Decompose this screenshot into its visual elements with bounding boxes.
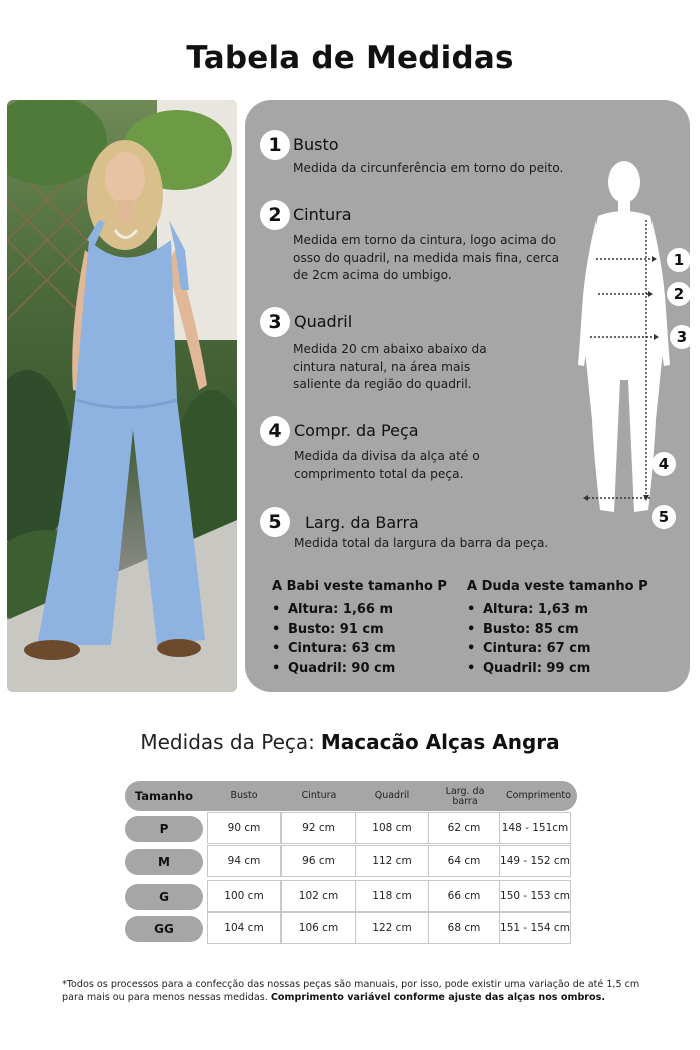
size-pill: G (125, 884, 203, 910)
measurement-number-badge: 4 (260, 416, 290, 446)
figure-marker-badge: 5 (652, 505, 676, 529)
measurement-description: Medida da circunferência em torno do peito. (293, 161, 564, 175)
header-larg-barra: Larg. da barra (445, 785, 485, 807)
header-cintura: Cintura (301, 790, 337, 801)
model-stat: • Altura: 1,63 m (467, 600, 648, 620)
measurement-title: Larg. da Barra (305, 513, 419, 532)
measurement-description: Medida 20 cm abaixo abaixo da cintura natural, na área mais saliente da região do quadril. (293, 342, 487, 391)
model-heading: A Duda veste tamanho P (467, 579, 648, 594)
measurement-title: Quadril (294, 312, 353, 331)
size-table (125, 781, 577, 936)
measurement-number-badge: 2 (260, 200, 290, 230)
table-cell: 96 cm (281, 845, 356, 877)
model-info-duda (467, 579, 648, 678)
table-cell: 151 - 154 cm (499, 912, 571, 944)
header-busto: Busto (230, 790, 258, 801)
measurement-description: Medida total da largura da barra da peça. (294, 536, 549, 550)
model-heading: A Babi veste tamanho P (272, 579, 447, 594)
table-cell: 66 cm (428, 880, 500, 912)
table-cell: 149 - 152 cm (499, 845, 571, 877)
figure-marker-badge: 2 (667, 282, 691, 306)
table-cell: 94 cm (207, 845, 281, 877)
table-cell: 122 cm (355, 912, 429, 944)
table-cell: 104 cm (207, 912, 281, 944)
header-comprimento: Comprimento (506, 790, 571, 801)
measurement-title: Busto (293, 135, 339, 154)
figure-marker-badge: 3 (670, 325, 694, 349)
measurement-number-badge: 3 (260, 307, 290, 337)
table-row (125, 812, 577, 844)
piece-name: Macacão Alças Angra (320, 730, 560, 754)
size-pill: GG (125, 916, 203, 942)
table-cell: 62 cm (428, 812, 500, 844)
table-cell: 106 cm (281, 912, 356, 944)
table-cell: 150 - 153 cm (499, 880, 571, 912)
measurement-title: Cintura (293, 205, 352, 224)
footnote-text: *Todos os processos para a confecção das nossas peças são manuais, por isso, pode existir uma variação de até 1,5 cm para mais ou para menos nessas medidas. (62, 979, 640, 1003)
footnote (62, 978, 647, 1004)
table-row (125, 880, 577, 912)
model-info-babi (272, 579, 447, 678)
measurement-description: Medida da divisa da alça até o comprimento total da peça. (294, 449, 480, 481)
table-cell: 68 cm (428, 912, 500, 944)
model-stat: • Cintura: 67 cm (467, 639, 648, 659)
size-pill: M (125, 849, 203, 875)
figure-marker-badge: 1 (667, 248, 691, 272)
table-cell: 100 cm (207, 880, 281, 912)
model-stat: • Busto: 91 cm (272, 620, 447, 640)
table-row (125, 845, 577, 877)
footnote-emphasis: Comprimento variável conforme ajuste das alças nos ombros. (270, 992, 605, 1003)
table-row (125, 912, 577, 944)
measurement-number-badge: 1 (260, 130, 290, 160)
page-title: Tabela de Medidas (186, 40, 514, 76)
size-table-header (125, 781, 577, 811)
size-pill: P (125, 816, 203, 842)
model-stat: • Busto: 85 cm (467, 620, 648, 640)
model-photo (7, 100, 237, 692)
model-stat: • Quadril: 90 cm (272, 659, 447, 679)
table-cell: 102 cm (281, 880, 356, 912)
piece-label: Medidas da Peça: (140, 730, 315, 754)
model-stat: • Quadril: 99 cm (467, 659, 648, 679)
table-cell: 64 cm (428, 845, 500, 877)
header-size: Tamanho (134, 789, 194, 803)
model-stat: • Altura: 1,66 m (272, 600, 447, 620)
table-cell: 118 cm (355, 880, 429, 912)
measurement-title: Compr. da Peça (294, 421, 419, 440)
table-cell: 90 cm (207, 812, 281, 844)
table-cell: 112 cm (355, 845, 429, 877)
measurement-number-badge: 5 (260, 507, 290, 537)
header-quadril: Quadril (374, 790, 410, 801)
figure-marker-badge: 4 (652, 452, 676, 476)
table-cell: 108 cm (355, 812, 429, 844)
measurement-description: Medida em torno da cintura, logo acima do osso do quadril, na medida mais fina, cerca de 2cm acima do umbigo. (293, 233, 560, 282)
table-cell: 92 cm (281, 812, 356, 844)
piece-measurements-heading (0, 730, 700, 754)
table-cell: 148 - 151cm (499, 812, 571, 844)
model-stat: • Cintura: 63 cm (272, 639, 447, 659)
